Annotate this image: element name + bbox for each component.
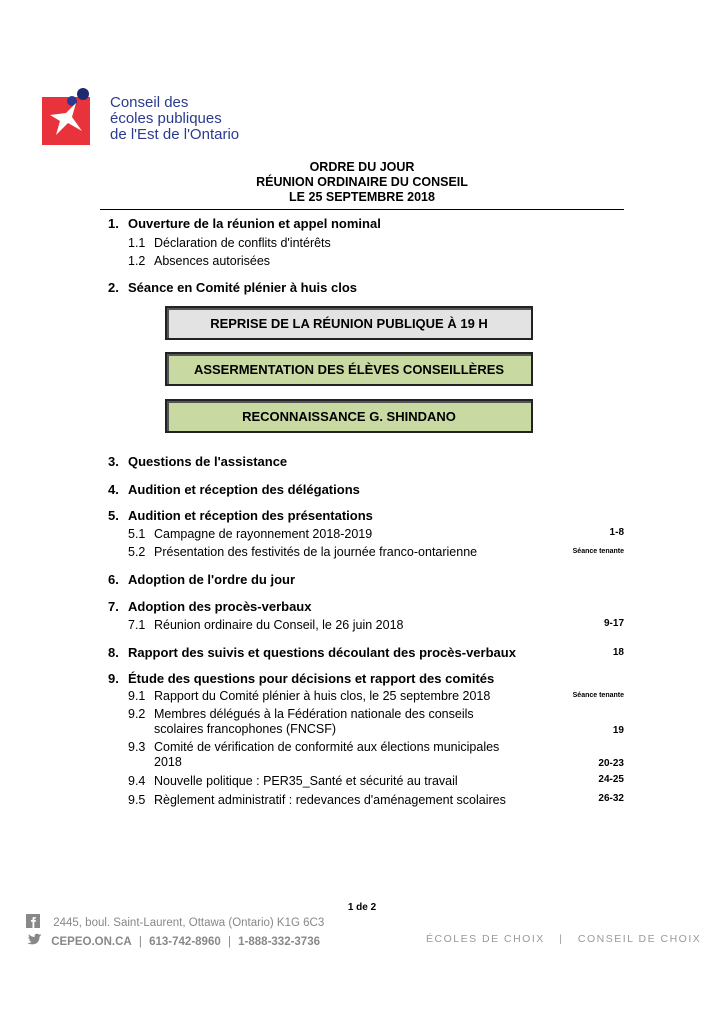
- item-number: 6.: [108, 572, 119, 587]
- subitem-number: 5.2: [128, 545, 146, 559]
- subitem-number: 9.2: [128, 707, 146, 721]
- subitem-number: 7.1: [128, 618, 146, 632]
- page-reference: 9-17: [603, 618, 624, 629]
- subitem-label: Déclaration de conflits d'intérêts: [154, 236, 331, 250]
- header-divider: [100, 209, 624, 210]
- footer-website[interactable]: CEPEO.ON.CA: [51, 936, 132, 948]
- item-label: Étude des questions pour décisions et rapport des comités: [128, 671, 495, 686]
- footer-address-line: [26, 914, 324, 929]
- header-title: ORDRE DU JOUR: [309, 160, 415, 174]
- subitem-label: [154, 740, 534, 770]
- twitter-icon[interactable]: [26, 933, 40, 947]
- cepeo-logo-text: [110, 95, 239, 143]
- subitem-label: Règlement administratif : redevances d'aménagement scolaires: [154, 793, 506, 807]
- subitem-label: Absences autorisées: [154, 254, 271, 268]
- subitem-label: Campagne de rayonnement 2018-2019: [154, 527, 373, 541]
- footer-address: 2445, boul. Saint-Laurent, Ottawa (Ontario) K1G 6C3: [53, 917, 325, 929]
- item-label: Rapport des suivis et questions découlant des procès-verbaux: [128, 645, 516, 660]
- page-reference: 1-8: [609, 527, 624, 538]
- page-reference: 19: [612, 725, 624, 736]
- item-number: 5.: [108, 508, 119, 523]
- subitem-number: 9.1: [128, 689, 146, 703]
- page-number: 1 de 2: [347, 902, 377, 913]
- item-number: 8.: [108, 645, 119, 660]
- page-reference: Séance tenante: [572, 692, 624, 699]
- item-number: 4.: [108, 482, 119, 497]
- cepeo-logo-mark: [42, 85, 104, 147]
- footer-phone-local: 613-742-8960: [149, 936, 221, 948]
- item-label: Séance en Comité plénier à huis clos: [128, 280, 358, 295]
- item-label: Audition et réception des délégations: [128, 482, 360, 497]
- tagline-separator: |: [559, 933, 564, 945]
- subitem-label: Réunion ordinaire du Conseil, le 26 juin 2018: [154, 618, 404, 632]
- logo-line-1: Conseil des: [110, 94, 189, 111]
- footer-contact-line: [26, 933, 320, 948]
- subitem-number: 1.1: [128, 236, 146, 250]
- subitem-label-line-2: 2018: [154, 755, 182, 769]
- subitem-label-line-1: Comité de vérification de conformité aux élections municipales: [154, 740, 500, 754]
- item-number: 9.: [108, 671, 119, 686]
- item-label: Audition et réception des présentations: [128, 508, 373, 523]
- item-label: Questions de l'assistance: [128, 454, 288, 469]
- subitem-label: Nouvelle politique : PER35_Santé et sécurité au travail: [154, 774, 458, 788]
- subitem-label: Rapport du Comité plénier à huis clos, le 25 septembre 2018: [154, 689, 491, 703]
- item-number: 7.: [108, 599, 119, 614]
- item-label: Ouverture de la réunion et appel nominal: [128, 216, 381, 231]
- item-number: 1.: [108, 216, 119, 231]
- page-reference: 26-32: [598, 793, 624, 804]
- header-date: LE 25 SEPTEMBRE 2018: [289, 190, 435, 204]
- footer-phone-tollfree: 1-888-332-3736: [238, 936, 320, 948]
- subitem-number: 9.4: [128, 774, 146, 788]
- item-number: 2.: [108, 280, 119, 295]
- logo-line-2: écoles publiques: [110, 110, 222, 127]
- page-reference: 24-25: [598, 774, 624, 785]
- agenda-header: [100, 160, 624, 205]
- logo-line-3: de l'Est de l'Ontario: [110, 126, 240, 143]
- tagline-right: CONSEIL DE CHOIX: [577, 933, 702, 945]
- subitem-label-line-1: Membres délégués à la Fédération nationale des conseils: [154, 707, 474, 721]
- footer-tagline: [426, 933, 701, 945]
- student-trustees-swearing-box: ASSERMENTATION DES ÉLÈVES CONSEILLÈRES: [165, 352, 533, 386]
- footer-separator: |: [138, 936, 142, 948]
- subitem-label: Présentation des festivités de la journée franco-ontarienne: [154, 545, 478, 559]
- header-subtitle: RÉUNION ORDINAIRE DU CONSEIL: [256, 175, 468, 189]
- facebook-icon[interactable]: [26, 914, 40, 928]
- footer-separator: |: [227, 936, 231, 948]
- page-reference: Séance tenante: [572, 548, 624, 555]
- subitem-number: 5.1: [128, 527, 146, 541]
- item-label: Adoption de l'ordre du jour: [128, 572, 296, 587]
- agenda-subitem-9-2: [100, 707, 624, 739]
- page-reference: 18: [612, 647, 624, 658]
- subitem-number: 9.3: [128, 740, 146, 754]
- resumption-public-meeting-box: REPRISE DE LA RÉUNION PUBLIQUE À 19 H: [165, 306, 533, 340]
- item-number: 3.: [108, 454, 119, 469]
- subitem-label: [154, 707, 534, 737]
- page-reference: 20-23: [598, 758, 624, 769]
- subitem-label-line-2: scolaires francophones (FNCSF): [154, 722, 337, 736]
- agenda-subitem-9-3: [100, 740, 624, 772]
- item-label: Adoption des procès-verbaux: [128, 599, 312, 614]
- tagline-left: ÉCOLES DE CHOIX: [426, 933, 545, 945]
- subitem-number: 9.5: [128, 793, 146, 807]
- subitem-number: 1.2: [128, 254, 146, 268]
- recognition-box: RECONNAISSANCE G. SHINDANO: [165, 399, 533, 433]
